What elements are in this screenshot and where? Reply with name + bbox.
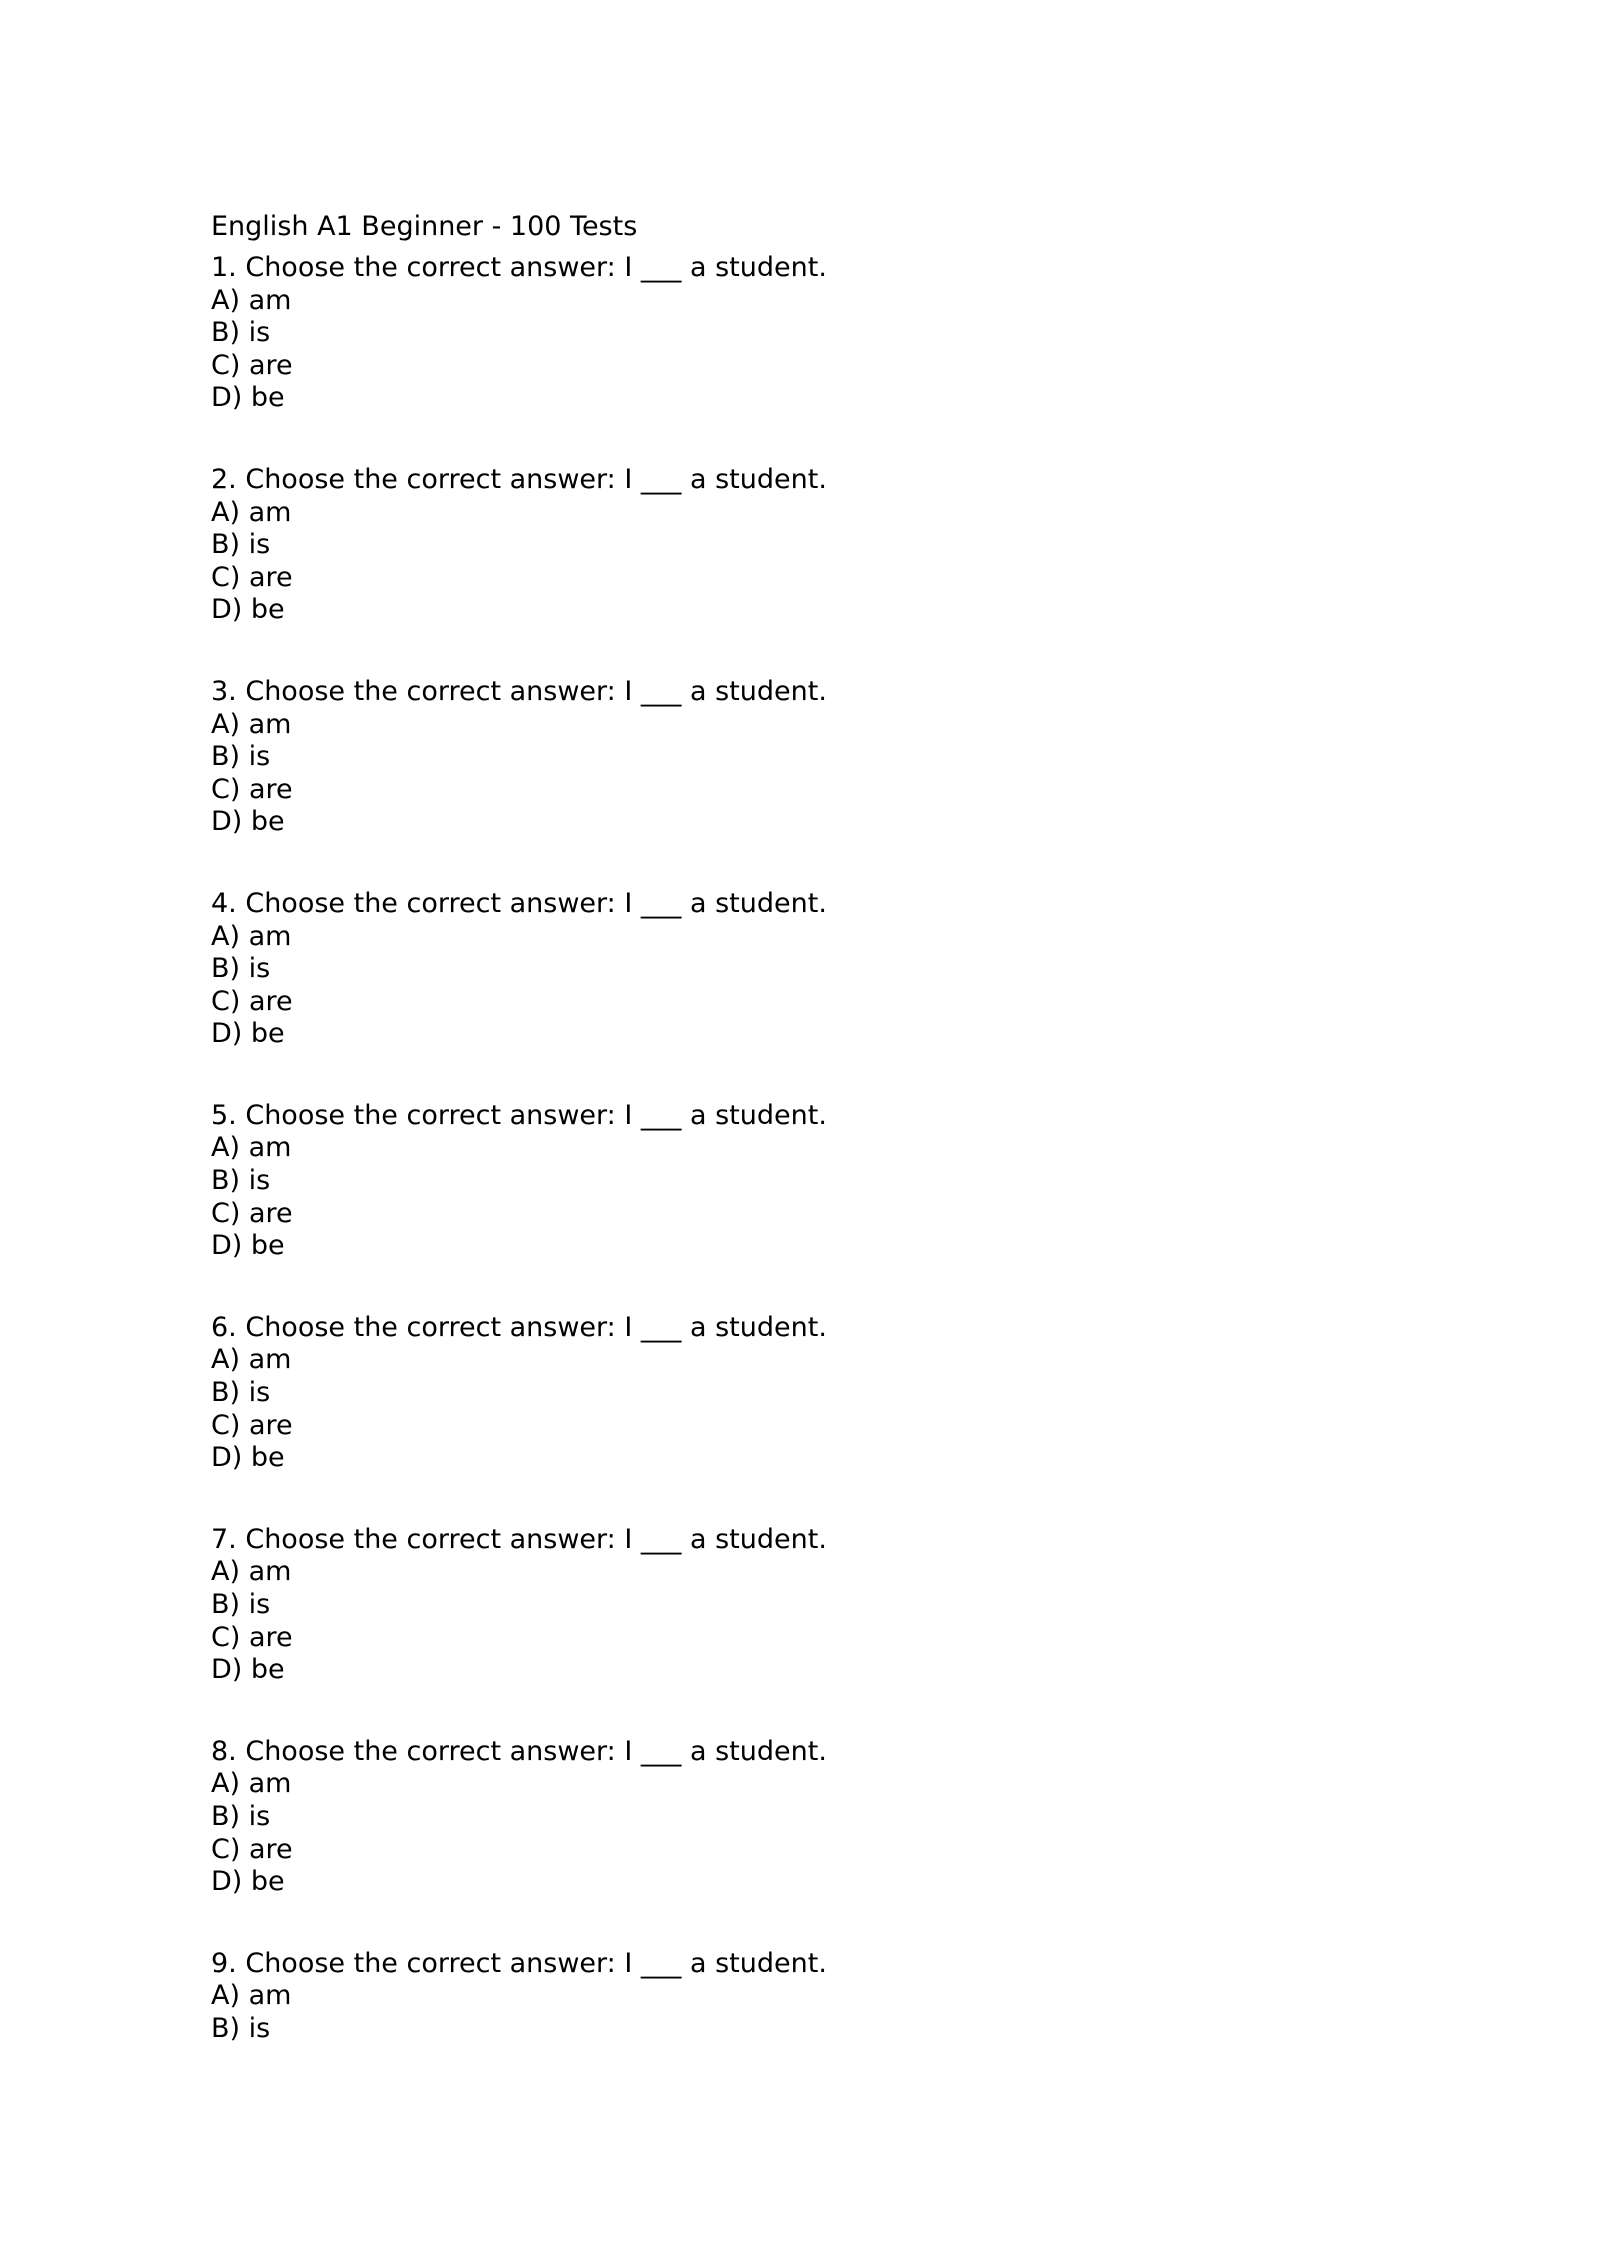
question-text: 6. Choose the correct answer: I ___ a student. (211, 1311, 827, 1343)
answer-option: D) be (211, 1654, 285, 1686)
answer-option: B) is (211, 953, 271, 985)
question-text: 3. Choose the correct answer: I ___ a student. (211, 675, 827, 707)
question-block (211, 1100, 1391, 1263)
question-block (211, 1736, 1391, 1899)
answer-option: B) is (211, 1800, 271, 1832)
answer-option: D) be (211, 1230, 285, 1262)
question-text: 4. Choose the correct answer: I ___ a student. (211, 887, 827, 919)
answer-option: B) is (211, 529, 271, 561)
answer-option: C) are (211, 561, 293, 593)
question-list (211, 252, 1391, 2046)
question-text: 2. Choose the correct answer: I ___ a student. (211, 463, 827, 495)
answer-option: A) am (211, 1980, 292, 2012)
answer-option: C) are (211, 1409, 293, 1441)
question-text: 5. Choose the correct answer: I ___ a student. (211, 1099, 827, 1131)
document-page (211, 206, 1391, 2095)
question-block (211, 888, 1391, 1051)
answer-option: A) am (211, 1132, 292, 1164)
question-block (211, 1312, 1391, 1475)
answer-option: C) are (211, 1621, 293, 1653)
question-block (211, 464, 1391, 627)
answer-option: D) be (211, 806, 285, 838)
answer-option: D) be (211, 1018, 285, 1050)
answer-option: A) am (211, 1344, 292, 1376)
document-title: English A1 Beginner - 100 Tests (211, 211, 638, 242)
question-block (211, 1948, 1391, 2046)
question-block (211, 676, 1391, 839)
answer-option: B) is (211, 741, 271, 773)
answer-option: D) be (211, 1442, 285, 1474)
question-text: 7. Choose the correct answer: I ___ a student. (211, 1523, 827, 1555)
answer-option: C) are (211, 1197, 293, 1229)
answer-option: D) be (211, 1866, 285, 1898)
answer-option: C) are (211, 1833, 293, 1865)
question-text: 1. Choose the correct answer: I ___ a student. (211, 252, 827, 283)
answer-option: B) is (211, 1589, 271, 1620)
answer-option: D) be (211, 382, 285, 414)
answer-option: A) am (211, 920, 292, 952)
answer-option: B) is (211, 1377, 271, 1409)
answer-option: A) am (211, 284, 292, 316)
answer-option: A) am (211, 496, 292, 528)
question-text: 9. Choose the correct answer: I ___ a student. (211, 1947, 827, 1979)
answer-option: C) are (211, 349, 293, 381)
question-block (211, 1524, 1391, 1687)
answer-option: A) am (211, 708, 292, 740)
answer-option: A) am (211, 1768, 292, 1800)
answer-option: B) is (211, 1165, 271, 1197)
answer-option: C) are (211, 773, 293, 805)
answer-option: D) be (211, 594, 285, 626)
answer-option: B) is (211, 317, 271, 349)
question-text: 8. Choose the correct answer: I ___ a student. (211, 1735, 827, 1767)
question-block (211, 252, 1391, 415)
answer-option: C) are (211, 985, 293, 1017)
answer-option: B) is (211, 2012, 271, 2044)
answer-option: A) am (211, 1556, 292, 1588)
